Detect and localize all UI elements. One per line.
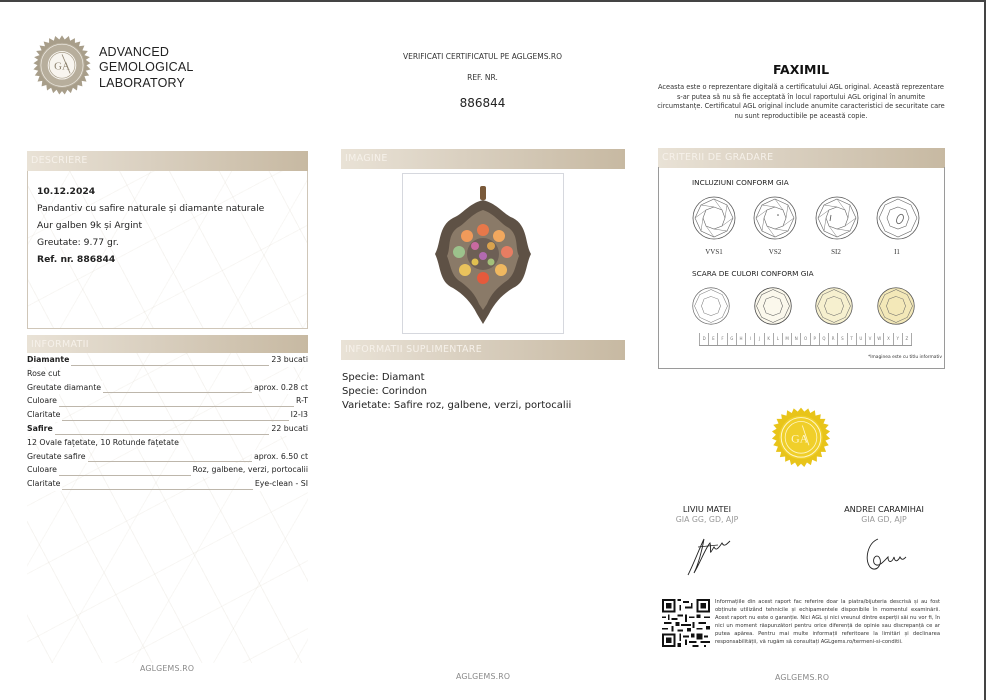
informatii-box: [27, 353, 308, 663]
info-row: [27, 394, 308, 408]
footer-website-link[interactable]: AGLGEMS.RO: [456, 672, 511, 681]
inclusion-diagrams: [691, 195, 921, 241]
lab-name-line-1: ADVANCED: [99, 44, 170, 59]
scale-letter: X: [883, 333, 892, 345]
info-row: [27, 463, 308, 477]
scale-letter: H: [736, 333, 745, 345]
faximil-title: FAXIMIL: [772, 62, 830, 77]
footer-website-link[interactable]: AGLGEMS.RO: [140, 664, 195, 673]
info-label: 12 Ovale fațetate, 10 Rotunde fațetate: [27, 437, 179, 447]
gold-seal-icon: [768, 407, 834, 473]
diamond-color-z-icon: [876, 286, 916, 326]
lab-logo: [28, 34, 194, 102]
info-label: Greutate safire: [27, 450, 88, 464]
ref-label: REF. NR.: [467, 73, 498, 82]
color-scale-bar: [699, 333, 912, 346]
suplimentare-line: Specie: Corindon: [342, 386, 427, 397]
lab-name-line-2: GEMOLOGICAL: [99, 60, 194, 75]
scale-letter: Y: [893, 333, 902, 345]
info-row-cut: [27, 436, 308, 450]
scale-letter: V: [865, 333, 874, 345]
certificate-date: 10.12.2024: [37, 186, 96, 197]
scale-letter: M: [782, 333, 791, 345]
criterii-heading: CRITERII DE GRADARE: [658, 148, 945, 168]
info-label: Safire: [27, 422, 55, 436]
info-value: Roz, galbene, verzi, portocalii: [191, 463, 308, 477]
scale-letter: F: [717, 333, 726, 345]
info-row: [27, 477, 308, 491]
signer-credentials: GIA GG, GD, AJP: [675, 515, 739, 524]
scale-letter: W: [874, 333, 883, 345]
scale-letter: S: [837, 333, 846, 345]
inclusion-label: SI2: [831, 248, 841, 256]
scale-letter: O: [800, 333, 809, 345]
qr-code[interactable]: [662, 599, 710, 647]
info-row-safire: [27, 422, 308, 436]
description-ref: Ref. nr. 886844: [37, 254, 116, 265]
inclusions-title: INCLUZIUNI CONFORM GIA: [692, 178, 789, 187]
diamond-color-d-icon: [691, 286, 731, 326]
scale-letter: Q: [819, 333, 828, 345]
suplimentare-heading: INFORMATII SUPLIMENTARE: [341, 340, 625, 360]
info-value: I2-I3: [289, 408, 308, 422]
window-top-border: [0, 0, 986, 2]
faximil-text: Aceasta este o reprezentare digitală a certificatului AGL original. Această reprezentare s-ar putea să nu să fie acceptată în locul raportului AGL original în anumite circumstanțe. Certificatul AGL original include anumite caracteristici de securitate care nu sunt reproductibile pe această copie.: [657, 83, 945, 120]
diamond-i-icon: [875, 195, 921, 241]
info-value: 23 bucati: [269, 353, 308, 367]
info-label: Culoare: [27, 463, 59, 477]
info-row: [27, 450, 308, 464]
scale-letter: T: [847, 333, 856, 345]
diamond-si-icon: [814, 195, 860, 241]
lab-name: [99, 45, 194, 92]
ref-value: 886844: [459, 96, 506, 110]
scale-letter: K: [764, 333, 773, 345]
scale-letter: D: [699, 333, 708, 345]
diamond-color-q-icon: [814, 286, 854, 326]
descriere-heading: DESCRIERE: [27, 151, 308, 171]
description-line: Greutate: 9.77 gr.: [37, 237, 119, 248]
info-value: aprox. 0.28 ct: [252, 381, 308, 395]
info-label: Claritate: [27, 477, 62, 491]
info-value: 22 bucati: [269, 422, 308, 436]
pendant-image: [403, 174, 563, 333]
info-label: Greutate diamante: [27, 381, 103, 395]
info-label: Rose cut: [27, 368, 61, 378]
descriere-box: [27, 171, 308, 329]
signer-name: ANDREI CARAMIHAI: [844, 504, 924, 514]
diamond-color-k-icon: [753, 286, 793, 326]
pendant-photo: [402, 173, 564, 334]
color-scale-note: *Imaginea este cu titlu informativ: [868, 355, 942, 360]
inclusion-label: I1: [894, 248, 900, 256]
diamond-vvs-icon: [691, 195, 737, 241]
signer-1: [637, 504, 777, 524]
legal-disclaimer: Informațiile din acest raport fac referire doar la piatra/bijuteria descrisă și au fost obținute utilizând tehnicile și echipamentele disponibile în momentul examinării. Acest raport nu este o garanție. Nici AGL și nici vreunul dintre experții săi nu vor fi, în nici un moment răspunzători pentru orice diferență de opinie sau discrepanță ce ar putea apărea. Pentru mai multe informații referitoare la limitări și declinarea responsabilității, vă rugăm să consultați AGLgems.ro/termeni-si-conditii.: [715, 599, 940, 646]
scale-letter: P: [810, 333, 819, 345]
info-row: [27, 408, 308, 422]
signature-liviu-matei: [684, 533, 734, 578]
suplimentare-line: Specie: Diamant: [342, 372, 425, 383]
scale-letter: U: [856, 333, 865, 345]
scale-letter: I: [745, 333, 754, 345]
signer-credentials: GIA GD, AJP: [861, 515, 907, 524]
verify-text: VERIFICATI CERTIFICATUL PE AGLGEMS.RO: [402, 52, 563, 61]
description-line: Aur galben 9k și Argint: [37, 220, 143, 231]
info-label: Diamante: [27, 353, 71, 367]
scale-letter: R: [828, 333, 837, 345]
scale-letter: N: [791, 333, 800, 345]
info-label: Claritate: [27, 408, 62, 422]
color-diagrams: [691, 286, 916, 326]
scale-letter: L: [773, 333, 782, 345]
signature-andrei-caramihai: [860, 535, 908, 575]
signer-name: LIVIU MATEI: [682, 504, 732, 514]
agl-seal-icon: [28, 34, 96, 102]
lab-name-line-3: LABORATORY: [99, 75, 186, 90]
info-row-diamante: [27, 353, 308, 367]
criterii-box: [658, 167, 945, 369]
scale-letter: E: [708, 333, 717, 345]
inclusion-label: VS2: [768, 248, 782, 256]
info-row: [27, 381, 308, 395]
info-value: Eye-clean - SI: [253, 477, 308, 491]
info-value: R-T: [294, 394, 308, 408]
color-scale-title: SCARA DE CULORI CONFORM GIA: [692, 269, 814, 278]
diamond-vs-icon: [752, 195, 798, 241]
imagine-heading: IMAGINE: [341, 149, 625, 169]
info-row-cut: [27, 367, 308, 381]
description-line: Pandantiv cu safire naturale și diamante naturale: [37, 203, 265, 214]
scale-letter: J: [754, 333, 763, 345]
inclusion-label: VVS1: [705, 248, 723, 256]
info-value: aprox. 6.50 ct: [252, 450, 308, 464]
footer-website-link[interactable]: AGLGEMS.RO: [775, 673, 830, 682]
svg-text:GA: GA: [791, 431, 809, 446]
informatii-heading: INFORMATII: [27, 335, 308, 355]
suplimentare-text: [342, 371, 571, 413]
scale-letter: Z: [902, 333, 912, 345]
svg-text:GA: GA: [54, 60, 70, 73]
scale-letter: G: [727, 333, 736, 345]
info-label: Culoare: [27, 394, 59, 408]
signer-2: [814, 504, 954, 524]
suplimentare-line: Varietate: Safire roz, galbene, verzi, portocalii: [342, 400, 572, 411]
